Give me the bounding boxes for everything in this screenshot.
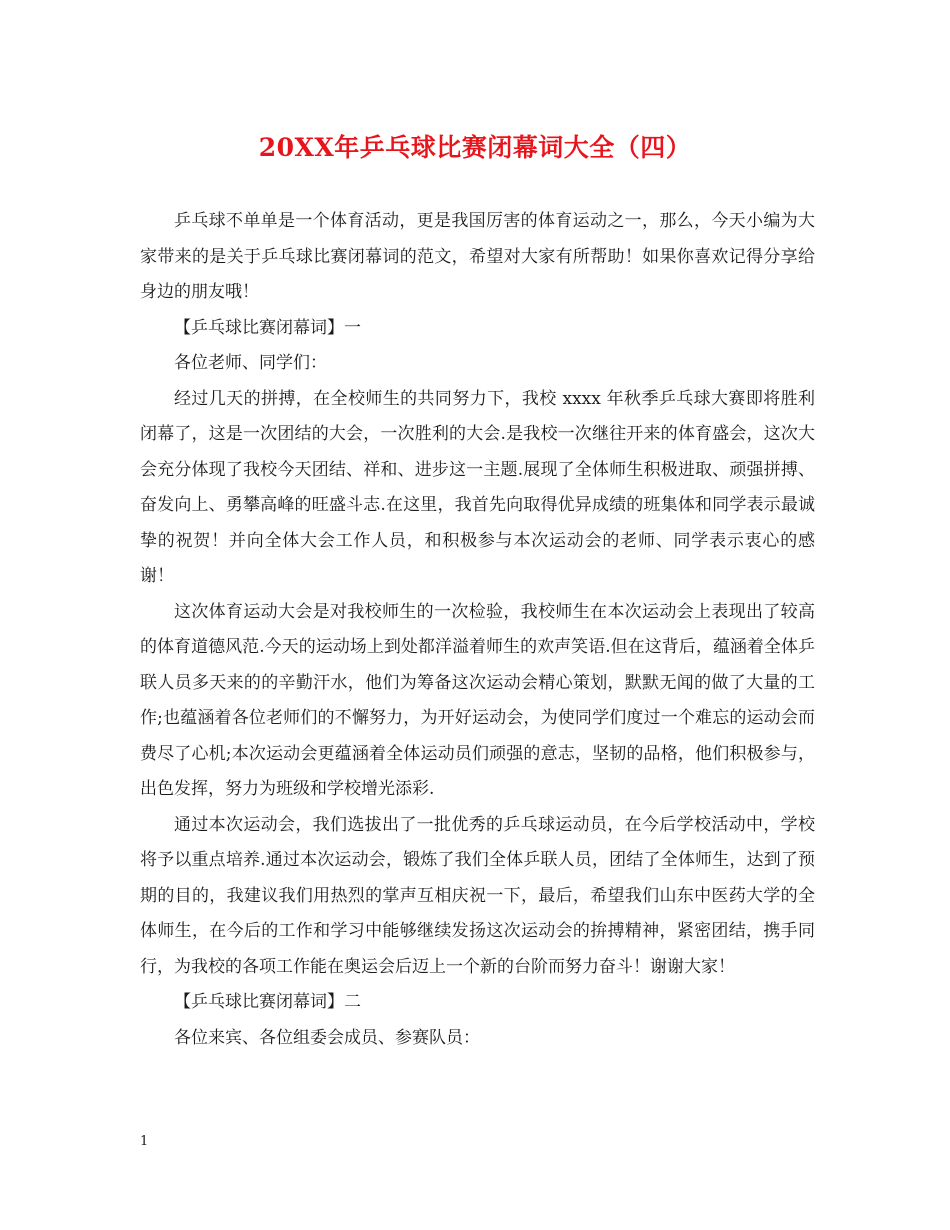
- body-paragraph: 经过几天的拼搏，在全校师生的共同努力下，我校 xxxx 年秋季乒乓球大赛即将胜利闭幕了，这是一次团结的大会，一次胜利的大会.是我校一次继往开来的体育盛会，这次大会充分体现了我校今天团结、祥和、进步这一主题.展现了全体师生积极进取、顽强拼搏、奋发向上、勇攀高峰的旺盛斗志.在这里，我首先向取得优异成绩的班集体和同学表示最诚挚的祝贺！并向全体大会工作人员，和积极参与本次运动会的老师、同学表示衷心的感谢！: [140, 388, 815, 586]
- section-heading-2: 【乒乓球比赛闭幕词】二: [174, 992, 361, 1012]
- section-heading-1: 【乒乓球比赛闭幕词】一: [174, 317, 361, 338]
- body-paragraph: 通过本次运动会，我们选拔出了一批优秀的乒乓球运动员，在今后学校活动中，学校将予以重点培养.通过本次运动会，锻炼了我们全体乒联人员，团结了全体师生，达到了预期的目的，我建议我们用热烈的掌声互相庆祝一下，最后，希望我们山东中医药大学的全体师生，在今后的工作和学习中能够继续发扬这次运动会的拚搏精神，紧密团结，携手同行，为我校的各项工作能在奥运会后迈上一个新的台阶而努力奋斗！谢谢大家！: [140, 814, 815, 977]
- document-body: [140, 204, 815, 1056]
- salutation-2: 各位来宾、各位组委会成员、参赛队员：: [174, 1027, 480, 1048]
- salutation-1: 各位老师、同学们：: [174, 353, 327, 373]
- intro-paragraph: 乒乓球不单单是一个体育活动，更是我国厉害的体育运动之一，那么，今天小编为大家带来的是关于乒乓球比赛闭幕词的范文，希望对大家有所帮助！如果你喜欢记得分享给身边的朋友哦！: [140, 211, 815, 302]
- body-paragraph: 这次体育运动大会是对我校师生的一次检验，我校师生在本次运动会上表现出了较高的体育道德风范.今天的运动场上到处都洋溢着师生的欢声笑语.但在这背后，蕴涵着全体乒联人员多天来的的辛勤汗水，他们为筹备这次运动会精心策划，默默无闻的做了大量的工作;也蕴涵着各位老师们的不懈努力，为开好运动会，为使同学们度过一个难忘的运动会而费尽了心机;本次运动会更蕴涵着全体运动员们顽强的意志，坚韧的品格，他们积极参与，出色发挥，努力为班级和学校增光添彩.: [140, 601, 815, 799]
- document-title: 20XX年乒乓球比赛闭幕词大全（四）: [258, 133, 692, 162]
- page-number: 1: [140, 1134, 149, 1149]
